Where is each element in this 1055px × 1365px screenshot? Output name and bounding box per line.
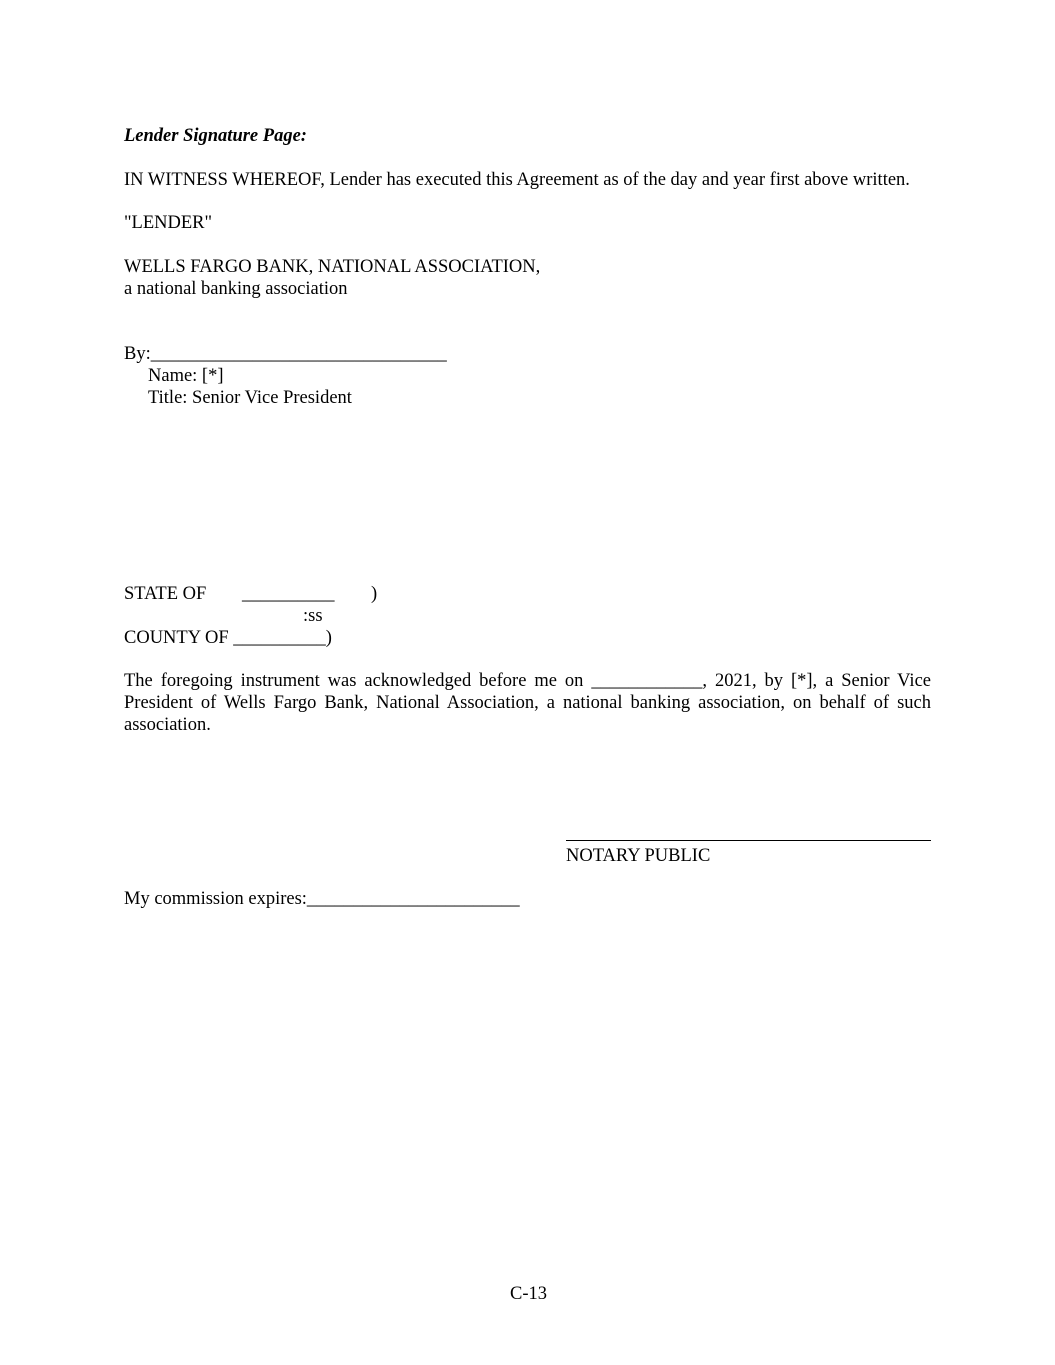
state-label: STATE OF bbox=[124, 584, 207, 604]
signer-name: Name: [*] bbox=[148, 366, 224, 386]
state-blank: __________ bbox=[242, 584, 335, 604]
lender-description: a national banking association bbox=[124, 279, 348, 299]
state-paren: ) bbox=[371, 584, 378, 604]
witness-clause: IN WITNESS WHEREOF, Lender has executed this Agreement as of the day and year first above written. bbox=[124, 170, 910, 190]
commission-expires-line: My commission expires:_______________________ bbox=[124, 889, 520, 909]
page-number: C-13 bbox=[510, 1284, 547, 1304]
signer-title: Title: Senior Vice President bbox=[148, 388, 352, 408]
page-heading: Lender Signature Page: bbox=[124, 126, 307, 146]
ss-notation: :ss bbox=[303, 606, 323, 626]
county-line: COUNTY OF __________) bbox=[124, 628, 332, 648]
notary-signature-line bbox=[566, 840, 931, 841]
lender-name: WELLS FARGO BANK, NATIONAL ASSOCIATION, bbox=[124, 257, 541, 277]
notary-label: NOTARY PUBLIC bbox=[566, 846, 711, 866]
acknowledgment-paragraph: The foregoing instrument was acknowledged before me on ____________, 2021, by [*], a Senior Vice President of Wells Fargo Bank, National Association, a national banking association, on behalf of such association. bbox=[124, 671, 931, 735]
signature-by-line: By:________________________________ bbox=[124, 344, 447, 364]
party-label: "LENDER" bbox=[124, 213, 213, 233]
